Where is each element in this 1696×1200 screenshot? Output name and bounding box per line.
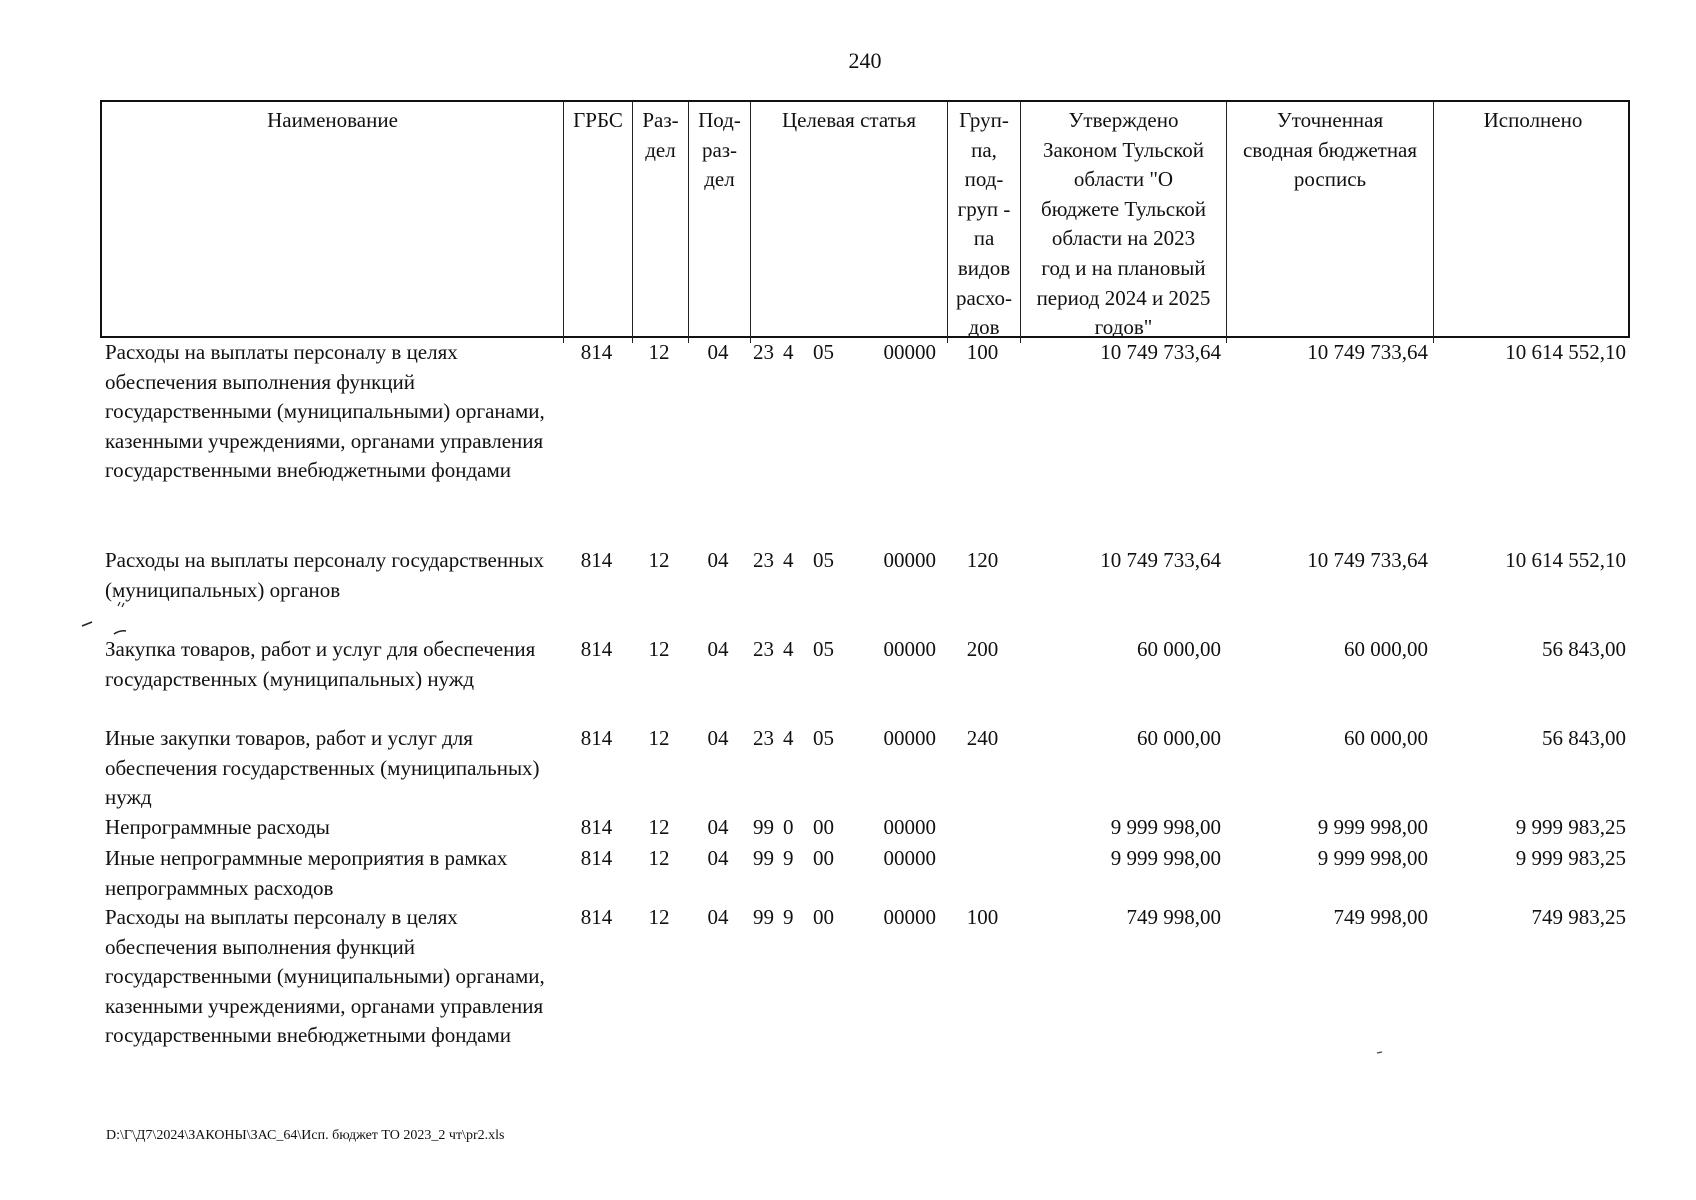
target-part: 0 (783, 815, 794, 839)
row-razdel: 12 (648, 340, 670, 364)
row-name: Иные закупки товаров, работ и услуг для обеспечения государственных (муниципальных) нужд (105, 726, 540, 810)
row-executed: 56 843,00 (1542, 726, 1626, 750)
row-executed: 56 843,00 (1542, 637, 1626, 661)
target-part: 05 (813, 726, 834, 750)
row-refined: 749 998,00 (1333, 905, 1428, 929)
header-target: Целевая статья (751, 102, 948, 343)
target-part: 99 (753, 815, 774, 839)
row-name: Закупка товаров, работ и услуг для обеспечения государственных (муниципальных) нужд (105, 637, 536, 691)
row-grbs: 814 (580, 340, 613, 364)
row-approved: 60 000,00 (1137, 726, 1221, 750)
row-name: Непрограммные расходы (105, 815, 330, 839)
pen-mark (80, 600, 140, 640)
file-path: D:\Г\Д7\2024\ЗАКОНЫ\ЗАС_64\Исп. бюджет ТО 2023_2 чт\pr2.xls (106, 1128, 505, 1143)
row-name: Иные непрограммные мероприятия в рамках непрограммных расходов (105, 846, 508, 900)
row-group: 100 (966, 905, 999, 929)
row-executed: 10 614 552,10 (1505, 340, 1626, 364)
row-razdel: 12 (648, 726, 670, 750)
row-approved: 9 999 998,00 (1110, 815, 1221, 839)
row-approved: 749 998,00 (1126, 905, 1221, 929)
header-approved: Утверждено Законом Тульской области "О бюджете Тульской области на 2023 год и на плановый период 2024 и 2025 годов" (1021, 102, 1227, 343)
target-part: 00 (813, 846, 834, 870)
row-refined: 9 999 998,00 (1317, 846, 1428, 870)
row-approved: 10 749 733,64 (1100, 340, 1221, 364)
page-number: 240 (848, 48, 882, 73)
row-target (749, 844, 946, 903)
row-razdel: 12 (648, 637, 670, 661)
row-executed: 9 999 983,25 (1515, 815, 1626, 839)
target-part: 00000 (883, 637, 936, 661)
row-target (749, 903, 946, 1051)
row-name: Расходы на выплаты персоналу в целях обеспечения выполнения функций государственными (муниципальными) органами, казенными учреждениями, органами управления государственными внебюджетными фондами (105, 340, 545, 483)
row-name: Расходы на выплаты персоналу в целях обеспечения выполнения функций государственными (муниципальными) органами, казенными учреждениями, органами управления государственными внебюджетными фондами (105, 905, 545, 1048)
row-razdel: 12 (648, 548, 670, 572)
row-refined: 10 749 733,64 (1307, 340, 1428, 364)
table-row (100, 903, 1630, 1051)
row-grbs: 814 (580, 726, 613, 750)
table-row (100, 813, 1630, 843)
target-part: 9 (783, 846, 794, 870)
target-part: 99 (753, 846, 774, 870)
target-part: 9 (783, 905, 794, 929)
row-executed: 9 999 983,25 (1515, 846, 1626, 870)
target-part: 00000 (883, 815, 936, 839)
row-target (749, 338, 946, 486)
row-podrazdel: 04 (707, 340, 729, 364)
target-part: 23 (753, 548, 774, 572)
row-name: Расходы на выплаты персоналу государственных (муниципальных) органов (105, 548, 544, 602)
row-target (749, 813, 946, 843)
row-group: 120 (966, 548, 999, 572)
row-target (749, 724, 946, 813)
row-refined: 10 749 733,64 (1307, 548, 1428, 572)
row-grbs: 814 (580, 846, 613, 870)
table-row (100, 546, 1630, 605)
target-part: 23 (753, 726, 774, 750)
row-approved: 10 749 733,64 (1100, 548, 1221, 572)
row-group: 240 (966, 726, 999, 750)
target-part: 00000 (883, 726, 936, 750)
row-razdel: 12 (648, 905, 670, 929)
row-razdel: 12 (648, 815, 670, 839)
row-group (946, 844, 1019, 903)
row-grbs: 814 (580, 905, 613, 929)
header-podrazdel: Под- раз- дел (689, 102, 751, 343)
row-target (749, 635, 946, 694)
target-part: 4 (783, 637, 794, 661)
row-refined: 60 000,00 (1344, 637, 1428, 661)
row-podrazdel: 04 (707, 637, 729, 661)
row-podrazdel: 04 (707, 905, 729, 929)
target-part: 00000 (883, 846, 936, 870)
row-group (946, 813, 1019, 843)
row-podrazdel: 04 (707, 726, 729, 750)
target-part: 4 (783, 726, 794, 750)
row-approved: 60 000,00 (1137, 637, 1221, 661)
row-razdel: 12 (648, 846, 670, 870)
target-part: 4 (783, 340, 794, 364)
row-podrazdel: 04 (707, 548, 729, 572)
header-grbs: ГРБС (564, 102, 633, 343)
row-executed: 749 983,25 (1531, 905, 1626, 929)
target-part: 23 (753, 637, 774, 661)
row-refined: 9 999 998,00 (1317, 815, 1428, 839)
table-row (100, 338, 1630, 486)
target-part: 05 (813, 340, 834, 364)
row-target (749, 546, 946, 605)
table-row (100, 844, 1630, 903)
target-part: 23 (753, 340, 774, 364)
row-grbs: 814 (580, 815, 613, 839)
header-refined: Уточненная сводная бюджетная роспись (1227, 102, 1434, 343)
row-approved: 9 999 998,00 (1110, 846, 1221, 870)
row-podrazdel: 04 (707, 846, 729, 870)
target-part: 00000 (883, 548, 936, 572)
table-row (100, 635, 1630, 694)
table-row (100, 724, 1630, 813)
row-grbs: 814 (580, 637, 613, 661)
target-part: 99 (753, 905, 774, 929)
row-podrazdel: 04 (707, 815, 729, 839)
row-group: 100 (966, 340, 999, 364)
row-grbs: 814 (580, 548, 613, 572)
table-header (100, 100, 1630, 338)
row-refined: 60 000,00 (1344, 726, 1428, 750)
row-group: 200 (966, 637, 999, 661)
target-part: 00000 (883, 340, 936, 364)
target-part: 00 (813, 905, 834, 929)
header-razdel: Раз- дел (633, 102, 689, 343)
header-name: Наименование (102, 102, 564, 343)
header-group: Груп- па, под- груп - па видов расхо- дов (948, 102, 1021, 343)
row-executed: 10 614 552,10 (1505, 548, 1626, 572)
header-executed: Исполнено (1483, 108, 1583, 132)
target-part: 00000 (883, 905, 936, 929)
target-part: 4 (783, 548, 794, 572)
dot-mark (1376, 1050, 1384, 1056)
target-part: 05 (813, 637, 834, 661)
target-part: 00 (813, 815, 834, 839)
target-part: 05 (813, 548, 834, 572)
